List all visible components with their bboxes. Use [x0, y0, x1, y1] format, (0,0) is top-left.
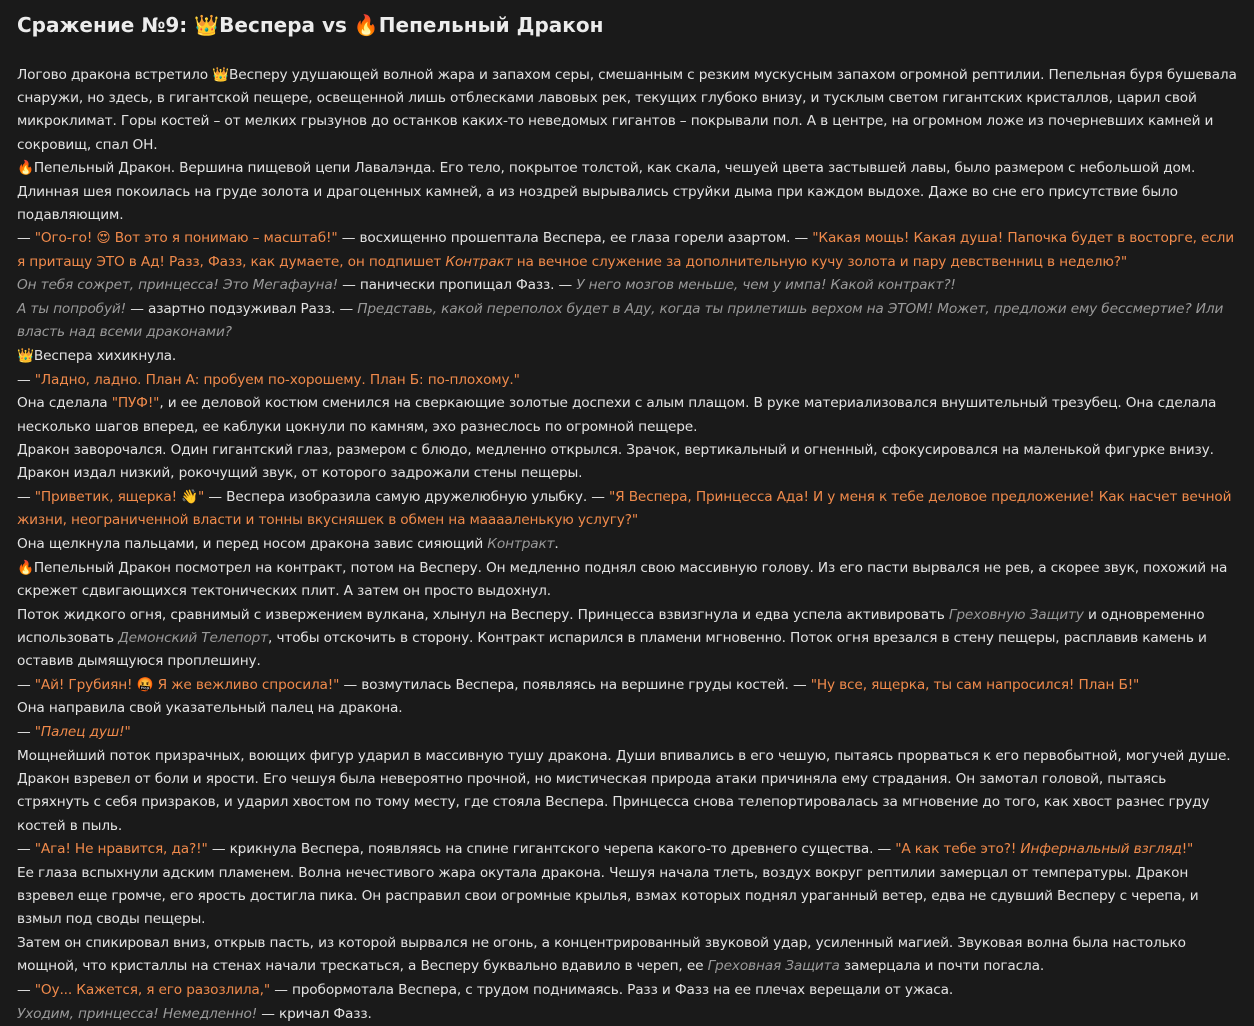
italic-speech: Уходим, принцесса! Немедленно!	[17, 1005, 258, 1022]
story-paragraph	[17, 838, 1237, 861]
story-paragraph	[17, 64, 1237, 157]
dialogue-quote: "Ну все, ящерка, ты сам напросился! План Б!"	[810, 676, 1140, 693]
narration-text: Затем он спикировал вниз, открыв пасть, из которой вырвался не огонь, а концентрированный звуковой удар, усиленный магией. Звуковая волна была настолько мощной, что кристаллы на стенах начали трескаться, а Весперу буквально вдавило в череп, ее	[17, 935, 1186, 975]
story-paragraph	[17, 1003, 1237, 1026]
story-paragraph	[17, 486, 1237, 532]
italic-speech: У него мозгов меньше, чем у импа! Какой контракт?!	[576, 277, 956, 294]
narration-text: .	[554, 536, 559, 553]
narration-text: —	[17, 841, 35, 858]
story-paragraph	[17, 979, 1237, 1002]
narration-text: Дракон заворочался. Один гигантский глаз, размером с блюдо, медленно открылся. Зрачок, вертикальный и огненный, сфокусировался на маленькой фигурке внизу. Дракон издал низкий, рокочущий звук, от которого задрожали стены пещеры.	[17, 442, 1214, 482]
italic-speech: Представь, какой переполох будет в Аду, когда ты прилетишь верхом на ЭТОМ! Может, предложи ему бессмертие? Или власть над всеми драконами?	[17, 301, 1224, 341]
story-paragraph	[17, 862, 1237, 932]
narration-text: —	[17, 981, 35, 998]
narration-text: , и ее деловой костюм сменился на сверкающие золотые доспехи с алым плащом. В руке материализовался внушительный трезубец. Она сделала несколько шагов вперед, ее каблуки цокнули по камням, эхо разнеслось по огромной пещере.	[17, 395, 1217, 435]
story-paragraph	[17, 157, 1237, 227]
dialogue-quote: !"	[1181, 841, 1194, 858]
dialogue-quote: "Я Веспера, Принцесса Ада! И у меня к тебе деловое предложение! Как насчет вечной жизни, неограниченной власти и тонны вкусняшек в обмен на мааааленькую услугу?"	[17, 489, 1232, 529]
story-paragraph	[17, 439, 1237, 485]
narration-text: Логово дракона встретило 👑Весперу удушающей волной жара и запахом серы, смешанным с резким мускусным запахом огромной рептилии. Пепельная буря бушевала снаружи, но здесь, в гигантской пещере, освещенной лишь отблесками лавовых рек, текущих глубоко внизу, и тусклым светом гигантских кристаллов, царил свой микроклимат. Горы костей – от мелких грызунов до останков каких-то неведомых гигантов – покрывали пол. А в центре, на огромном ложе из почерневших камней и сокровищ, спал ОН.	[17, 67, 1237, 153]
dialogue-quote: "ПУФ!"	[111, 395, 160, 412]
dialogue-quote: "Ладно, ладно. План А: пробуем по-хорошему. План Б: по-плохому."	[34, 371, 520, 388]
narration-text: Мощнейший поток призрачных, воющих фигур ударил в массивную тушу дракона. Души впивались в его чешую, пытаясь прорваться к его первобытной, могучей душе. Дракон взревел от боли и ярости. Его чешуя была невероятно прочной, но мистическая природа атаки причиняла ему страдания. Он замотал головой, пытаясь стряхнуть с себя призраков, и ударил хвостом по тому месту, где стояла Веспера. Принцесса снова телепортировалась за мгновение до того, как хвост разнес груду костей в пыль.	[17, 747, 1231, 834]
battle-title: Сражение №9: 👑Веспера vs 🔥Пепельный Дракон	[17, 13, 604, 37]
story-paragraph	[17, 604, 1237, 674]
italic-speech: Он тебя сожрет, принцесса! Это Мегафауна!	[17, 277, 338, 294]
dialogue-quote: "Ай! Грубиян! 🤬 Я же вежливо спросила!"	[34, 676, 340, 693]
dialogue-quote: "Приветик, ящерка! 👋"	[34, 489, 205, 506]
narration-text: — крикнула Веспера, появляясь на спине гигантского черепа какого-то древнего существа. —	[207, 841, 896, 858]
narration-text: —	[17, 230, 35, 247]
dialogue-quote: "А как тебе это?!	[895, 841, 1021, 858]
story-text	[17, 64, 1237, 1026]
story-paragraph	[17, 369, 1237, 392]
italic-speech: Греховную Защиту	[948, 606, 1084, 623]
story-paragraph	[17, 721, 1237, 744]
dialogue-quote: "Оу... Кажется, я его разозлила,"	[34, 981, 271, 998]
narration-text: 🔥Пепельный Дракон. Вершина пищевой цепи Лавалэнда. Его тело, покрытое толстой, как скала, чешуей цвета застывшей лавы, было размером с небольшой дом. Длинная шея покоилась на груде золота и драгоценных камней, а из ноздрей вырывались струйки дыма при каждом выдохе. Даже во сне его присутствие было подавляющим.	[17, 160, 1196, 223]
narration-text: — панически пропищал Фазз. —	[337, 277, 577, 294]
emphasis-term: Контракт	[445, 253, 513, 270]
narration-text: —	[17, 724, 35, 741]
narration-text: 🔥Пепельный Дракон посмотрел на контракт, потом на Весперу. Он медленно поднял свою массивную голову. Из его пасти вырвался не рев, а скорее звук, похожий на скрежет сдвигающихся тектонических плит. А затем он просто выдохнул.	[17, 559, 1228, 599]
narration-text: — кричал Фазз.	[257, 1005, 372, 1022]
narration-text: Поток жидкого огня, сравнимый с извержением вулкана, хлынул на Весперу. Принцесса взвизгнула и едва успела активировать	[17, 606, 949, 623]
story-paragraph	[17, 298, 1237, 344]
story-paragraph	[17, 745, 1237, 838]
narration-text: , чтобы отскочить в сторону. Контракт испарился в пламени мгновенно. Поток огня врезался в стену пещеры, расплавив камень и оставив дымящуюся проплешину.	[17, 629, 1207, 670]
italic-speech: А ты попробуй!	[17, 301, 127, 318]
narration-text: замерцала и почти погасла.	[839, 958, 1045, 975]
italic-speech: Греховная Защита	[707, 958, 840, 975]
italic-speech: Контракт	[487, 536, 555, 553]
narration-text: — восхищенно прошептала Веспера, ее глаза горели азартом. —	[337, 230, 813, 247]
italic-speech: Демонский Телепорт	[118, 629, 269, 646]
narration-text: Она щелкнула пальцами, и перед носом дракона завис сияющий	[17, 536, 488, 553]
emphasis-term: "Палец душ!"	[34, 724, 131, 741]
narration-text: Она сделала	[17, 395, 112, 412]
story-paragraph	[17, 674, 1237, 697]
dialogue-quote: "Какая мощь! Какая душа! Папочка будет в восторге, если я притащу ЭТО в Ад! Разз, Фазз, как думаете, он подпишет	[17, 230, 1234, 270]
narration-text: —	[17, 676, 35, 693]
story-paragraph	[17, 557, 1237, 603]
emphasis-term: Инфернальный взгляд	[1020, 841, 1182, 858]
story-paragraph	[17, 227, 1237, 273]
narration-text: — азартно подзуживал Разз. —	[126, 301, 358, 318]
narration-text: — пробормотала Веспера, с трудом поднимаясь. Разз и Фазз на ее плечах верещали от ужаса.	[270, 981, 954, 998]
story-paragraph	[17, 392, 1237, 438]
narration-text: и одновременно использовать	[17, 606, 1205, 646]
story-paragraph	[17, 932, 1237, 978]
story-paragraph	[17, 274, 1237, 297]
narration-text: — возмутилась Веспера, появляясь на вершине груды костей. —	[339, 676, 811, 693]
dialogue-quote: "Ого-го! 😍 Вот это я понимаю – масштаб!"	[34, 230, 338, 247]
dialogue-quote: на вечное служение за дополнительную кучу золота и пару девственниц в неделю?"	[512, 253, 1128, 270]
story-paragraph	[17, 697, 1237, 720]
dialogue-quote: "Ага! Не нравится, да?!"	[34, 841, 208, 858]
narration-text: — Веспера изобразила самую дружелюбную улыбку. —	[204, 489, 609, 506]
story-paragraph	[17, 533, 1237, 556]
narration-text: —	[17, 371, 35, 388]
narration-text: 👑Веспера хихикнула.	[17, 347, 177, 364]
story-paragraph	[17, 345, 1237, 368]
narration-text: —	[17, 489, 35, 506]
narration-text: Ее глаза вспыхнули адским пламенем. Волна нечестивого жара окутала дракона. Чешуя начала тлеть, воздух вокруг рептилии замерцал от температуры. Дракон взревел еще громче, его ярость достигла пика. Он расправил свои огромные крылья, взмах которых поднял ураганный ветер, едва не сдувший Весперу с черепа, и взмыл под своды пещеры.	[17, 864, 1199, 928]
narration-text: Она направила свой указательный палец на дракона.	[17, 700, 403, 717]
